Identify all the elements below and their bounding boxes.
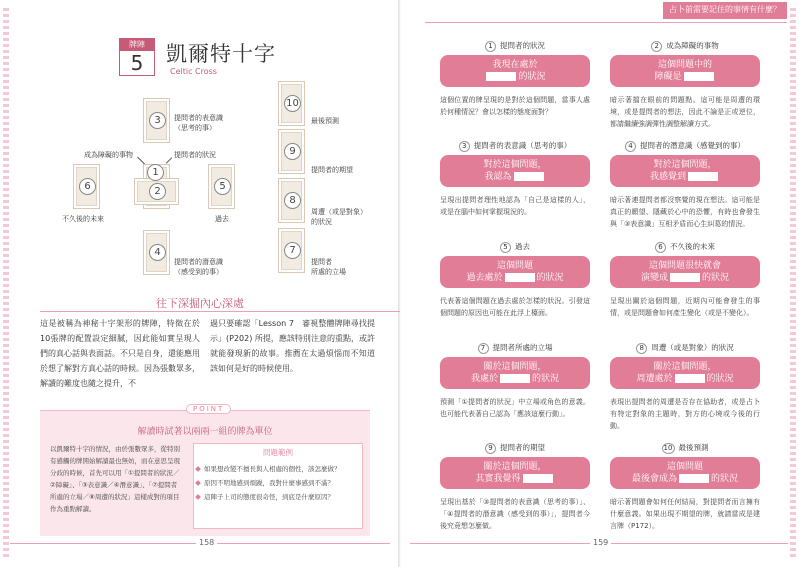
position-desc-7: 預測「①提問者的狀況」中立場或角色的意義。也可能代表著自己認為「應該這麼行動」。: [440, 398, 590, 418]
label-card-9: 提問者的期望: [311, 166, 353, 174]
card-5-number: 5: [214, 178, 231, 195]
card-9-number: 9: [284, 143, 301, 160]
card-4: [143, 230, 170, 275]
card-6-number: 6: [79, 178, 96, 195]
position-phrase-9: 關於這個問題， 其實我覺得: [440, 457, 590, 489]
position-block-6: [610, 241, 760, 319]
card-9: [278, 129, 305, 174]
label-future: 不久後的未來: [62, 215, 104, 223]
right-page-border: [790, 8, 796, 559]
spread-badge: [119, 38, 155, 76]
point-title: 解讀時試著以兩兩一組的牌為單位: [137, 427, 273, 437]
position-desc-1: 這個位置的牌呈現的是對於這個問題，當事人處於何種情況？會以怎樣的態度面對？: [440, 96, 590, 116]
label-card-4-line1: 提問者的潛意識: [174, 258, 223, 266]
point-tag: POINT: [186, 404, 231, 414]
label-card-10: 最後預測: [311, 117, 339, 125]
card-10: [278, 81, 305, 126]
position-heading-6: 6 不久後的未來: [610, 241, 760, 253]
position-phrase-3: 對於這個問題， 我認為: [440, 155, 590, 187]
position-block-2: [610, 40, 760, 130]
position-block-9: [440, 442, 590, 532]
position-desc-8: 表現出提問者的周遭是否存在協助者，或是占卜有特定對象的主題時，對方的心境或今後的行動。: [610, 398, 760, 430]
label-past: 過去: [215, 215, 229, 223]
position-heading-3: 3 提問者的表意識（思考的事）: [440, 140, 590, 152]
point-body: 以凱爾特十字的情況，由於張數眾多，從特別有感觸的牌開始解讀最也無妨，而在意思呈現分歧的時候，首先可以用「①提問者的狀況／②障礙」、「③表意識／④潛意識」、「⑦提問者所處的立場／⑧周遭的狀況」這樣成對的項目作為重點解讀。: [50, 445, 180, 513]
card-3: [143, 98, 170, 143]
label-card-7-line2: 所處的立場: [311, 268, 346, 276]
position-heading-9: 9 提問者的期望: [440, 442, 590, 454]
card-8: [278, 178, 305, 223]
position-phrase-7: 關於這個問題， 我處於 的狀況: [440, 357, 590, 389]
blank-box: [505, 273, 535, 282]
question-example-2: 原因不明地感到煩躁，我對什麼事感到不滿？: [194, 476, 362, 490]
page-title: 凱爾特十字: [166, 42, 276, 66]
position-phrase-5: 這個問題 過去處於 的狀況: [440, 256, 590, 288]
blank-box: [688, 172, 718, 181]
position-desc-3: 呈現出提問者理性地認為「自己是這樣的人」，或是在腦中如何掌握現況的。: [440, 196, 590, 216]
section-rule: [40, 311, 400, 312]
blank-box: [675, 374, 705, 383]
card-3-number: 3: [149, 112, 166, 129]
position-heading-10: 10 最後預測: [610, 442, 760, 454]
card-5: [208, 164, 235, 209]
blank-box: [679, 474, 709, 483]
section-heading: 往下深掘內心深處: [156, 297, 244, 310]
book-gutter: [398, 0, 401, 567]
label-card-7-line1: 提問者: [311, 258, 332, 266]
top-rule: [425, 22, 787, 23]
position-desc-4: 暗示著連提問者都沒察覺的現在想法。這可能是真正的願望、隱藏於心中的恐懼，有時也會發生與「③表意識」互相矛盾而心生糾葛的情況。: [610, 196, 760, 228]
page-number-right: 159: [590, 538, 611, 547]
position-block-1: [440, 40, 590, 118]
label-card-8-line2: 的狀況: [311, 218, 332, 226]
position-block-4: [610, 140, 760, 230]
card-7: [278, 228, 305, 273]
position-phrase-10: 這個問題 最後會成為 的狀況: [610, 457, 760, 489]
badge-number: 5: [130, 51, 144, 75]
card-6: [73, 164, 100, 209]
card-10-number: 10: [284, 95, 301, 112]
question-examples: [193, 443, 363, 529]
leader-card-1: [166, 157, 172, 163]
position-phrase-1: 我現在處於 的狀況: [440, 55, 590, 87]
position-heading-4: 4 提問者的潛意識（感覺到的事）: [610, 140, 760, 152]
position-desc-9: 呈現出基於「③提問者的表意識（思考的事）」、「④提問者的潛意識（感受到的事）」，提問者今後究竟想怎麼做。: [440, 498, 590, 530]
label-card-4-line2: （感受到的事）: [174, 268, 223, 276]
position-heading-5: 5 過去: [440, 241, 590, 253]
page-number-left: 158: [196, 538, 217, 547]
running-head: 占卜前需要記住的事情有什麼？: [663, 2, 787, 19]
position-heading-8: 8 周遭（或是對象）的狀況: [610, 342, 760, 354]
position-phrase-8: 關於這個問題， 周遭處於 的狀況: [610, 357, 760, 389]
blank-box: [523, 474, 553, 483]
position-block-8: [610, 342, 760, 432]
body-paragraph-1: 這是被稱為神秘十字架形的牌陣，特徵在於10張牌的配置設定細膩，因此能如實呈現人們的真心話與表面話。不只是自身，還能應用於想了解對方真心話的時候。因為張數眾多，解讀的難度也隨之提升，不: [40, 319, 200, 388]
body-paragraph-2: 過只要確認「Lesson 7 審視整體牌陣尋找提示」(P202) 所提，應該特別注意的重點，或許就能發現新的故事。推薦在太過煩惱而不知道該如何是好的時候使用。: [210, 319, 375, 373]
label-card-3-line1: 提問者的表意識: [174, 114, 223, 122]
label-card-1: 提問者的狀況: [174, 151, 216, 159]
position-block-5: [440, 241, 590, 319]
leader-obstacle: [137, 157, 145, 165]
left-page-border: [3, 8, 9, 559]
blank-box: [684, 72, 714, 81]
page-subtitle: Celtic Cross: [170, 67, 217, 76]
card-7-number: 7: [284, 242, 301, 259]
blank-box: [486, 72, 516, 81]
position-desc-5: 代表著這個問題在過去處於怎樣的狀況。引發這個問題的原因也可能在此浮上檯面。: [440, 297, 590, 317]
position-heading-1: 1 提問者的狀況: [440, 40, 590, 52]
question-example-1: 如果想改變不擅長與人相處的個性，該怎麼做？: [194, 462, 362, 476]
position-block-3: [440, 140, 590, 218]
badge-label: 牌陣: [120, 39, 154, 51]
blank-box: [500, 374, 530, 383]
card-8-number: 8: [284, 192, 301, 209]
position-heading-7: 7 提問者所處的立場: [440, 342, 590, 354]
position-heading-2: 2 成為障礙的事物: [610, 40, 760, 52]
question-examples-heading: 問題範例: [263, 448, 293, 457]
card-2: [134, 178, 179, 205]
card-2-number: 2: [149, 183, 166, 200]
position-block-7: [440, 342, 590, 420]
question-example-3: 這陣子上司的態度很奇怪，到底是什麼原因？: [194, 490, 362, 504]
position-desc-6: 呈現出關於這個問題，近期內可能會發生的事情，或是問題會如何產生變化（或是不變化）。: [610, 297, 760, 317]
position-phrase-4: 對於這個問題， 我感覺到: [610, 155, 760, 187]
position-desc-2: 暗示著擋在眼前的問題點。這可能是周遭的環境，或是提問者的想法，因此不論是正或逆位，都請繼續強調彈性調整解讀方式。: [610, 96, 760, 128]
label-card-8-line1: 周遭（或是對象）: [311, 208, 367, 216]
blank-box: [670, 273, 700, 282]
blank-box: [514, 172, 544, 181]
position-phrase-2: 這個問題中的 障礙是: [610, 55, 760, 87]
card-4-number: 4: [149, 244, 166, 261]
label-obstacle: 成為障礙的事物: [84, 151, 133, 159]
card-1-number: 1: [147, 164, 164, 181]
label-card-3-line2: （思考的事）: [174, 124, 216, 132]
position-desc-10: 暗示著問題會如何任何結局，對提問者而言擁有什麼意義。如果出現不期望的牌，就請當成是建言牌（P172）。: [610, 498, 760, 530]
position-phrase-6: 這個問題很快就會 演變成 的狀況: [610, 256, 760, 288]
position-block-10: [610, 442, 760, 532]
